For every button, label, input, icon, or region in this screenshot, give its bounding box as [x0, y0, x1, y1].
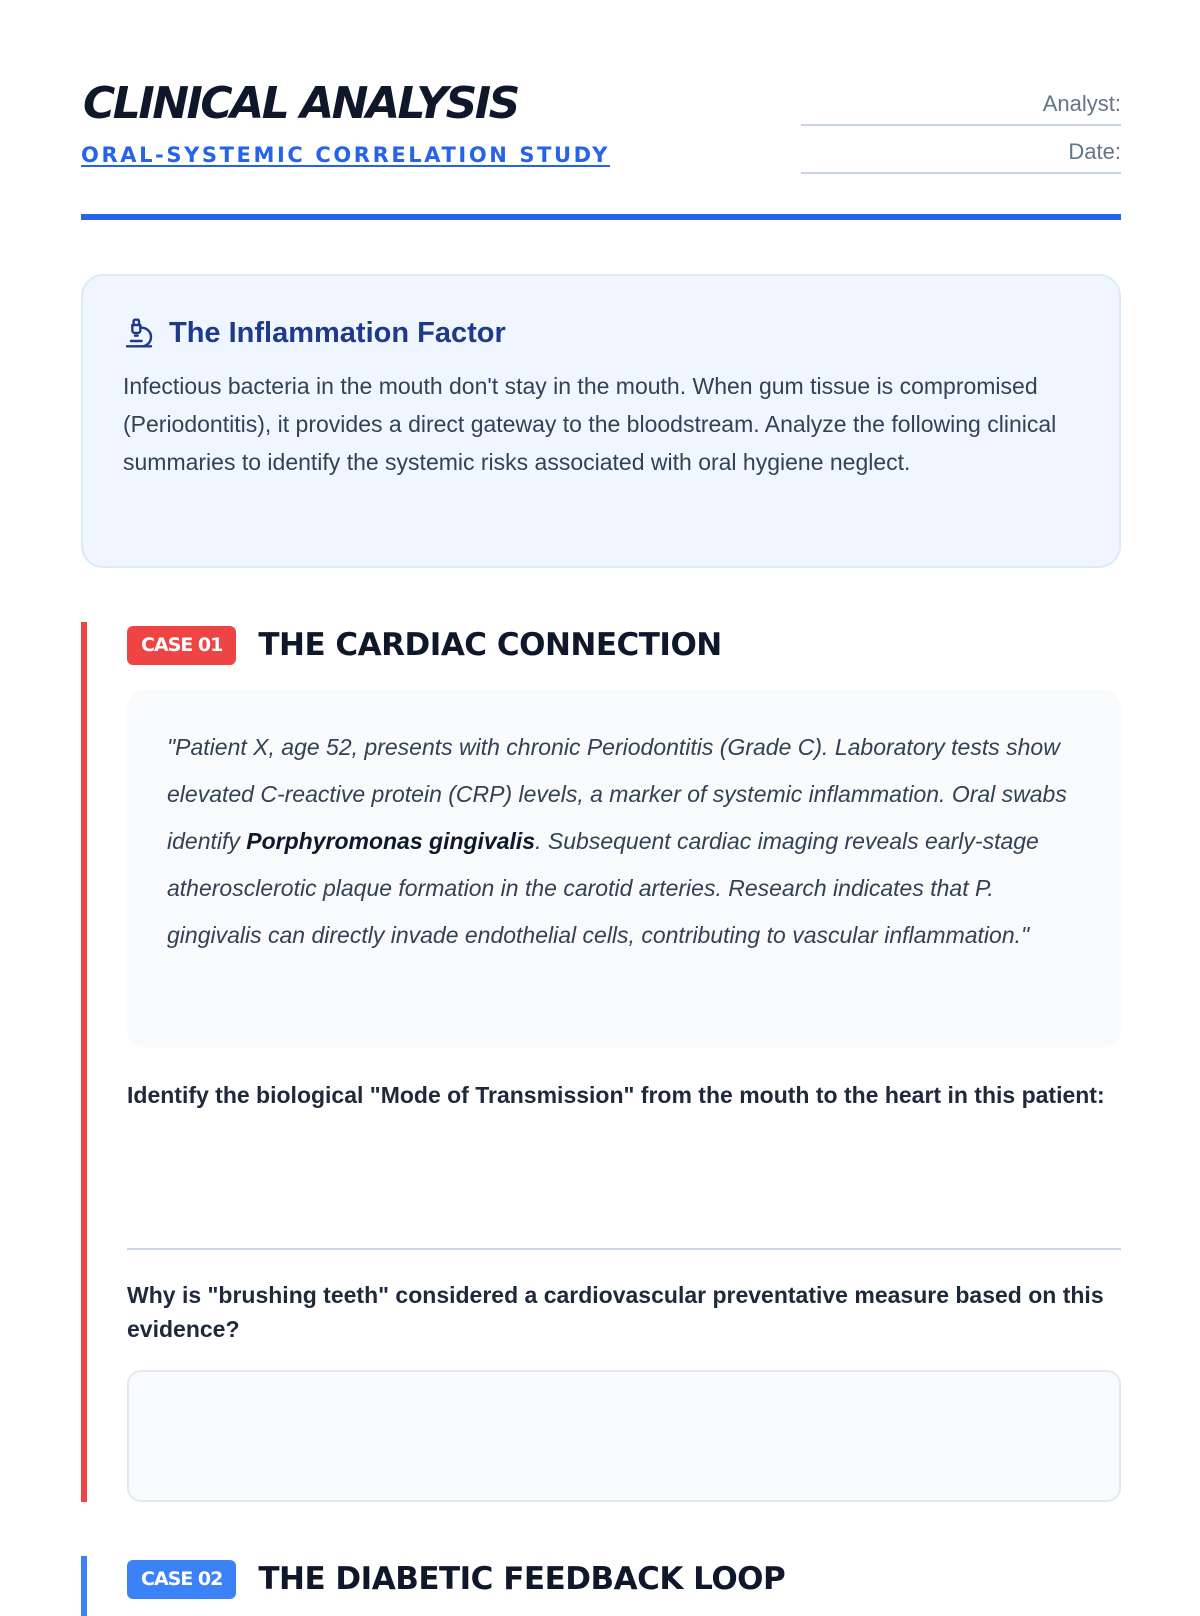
analyst-label: Analyst:	[1042, 91, 1121, 116]
answer-box-2[interactable]	[127, 1370, 1121, 1502]
case-badge: CASE 01	[127, 626, 236, 665]
case-accent-bar	[81, 622, 87, 1502]
question-1: Identify the biological "Mode of Transmission" from the mouth to the heart in this patient:	[127, 1082, 1105, 1108]
intro-callout	[81, 274, 1121, 568]
case-heading	[127, 1560, 785, 1599]
case-accent-bar	[81, 1556, 87, 1616]
worksheet-page	[81, 0, 1121, 1597]
quote-text-part1: "Patient X, age 52, presents with chronic Periodontitis (Grade C). Laboratory tests show elevated C-reactive protein (CRP) levels, a marker of systemic inflammation. Oral swabs identify	[167, 734, 1067, 854]
question-2: Why is "brushing teeth" considered a cardiovascular preventative measure based on this evidence?	[127, 1282, 1104, 1342]
case-heading	[127, 626, 722, 665]
case-02-section	[81, 1556, 1121, 1616]
case-title: THE CARDIAC CONNECTION	[258, 626, 722, 663]
worksheet-header	[81, 0, 1121, 222]
case-badge: CASE 02	[127, 1560, 236, 1599]
microscope-icon	[123, 317, 155, 349]
case-title: THE DIABETIC FEEDBACK LOOP	[258, 1560, 786, 1597]
case-quote	[127, 690, 1121, 1048]
analyst-field[interactable]	[801, 90, 1121, 126]
intro-text: Infectious bacteria in the mouth don't stay in the mouth. When gum tissue is compromised (Periodontitis), it provides a direct gateway to the bloodstream. Analyze the following clinical summaries to identify the systemic risks associated with oral hygiene neglect.	[123, 372, 1057, 475]
page-title: CLINICAL ANALYSIS	[83, 78, 518, 129]
quote-bold-organism: Porphyromonas gingivalis	[246, 828, 536, 854]
date-label: Date:	[1068, 139, 1121, 164]
date-field[interactable]	[801, 138, 1121, 174]
intro-title: The Inflammation Factor	[169, 317, 506, 349]
page-subtitle-link[interactable]: ORAL-SYSTEMIC CORRELATION STUDY	[81, 143, 610, 167]
intro-heading	[123, 316, 1079, 351]
header-divider	[81, 214, 1121, 220]
quote-text-part2: . Subsequent cardiac imaging reveals early-stage atherosclerotic plaque formation in the carotid arteries. Research indicates that P. gingivalis can directly invade endothelial cells, contributing to vascular inflammation."	[167, 828, 1039, 948]
case-01-section	[81, 622, 1121, 1502]
answer-line-1[interactable]	[127, 1248, 1121, 1250]
